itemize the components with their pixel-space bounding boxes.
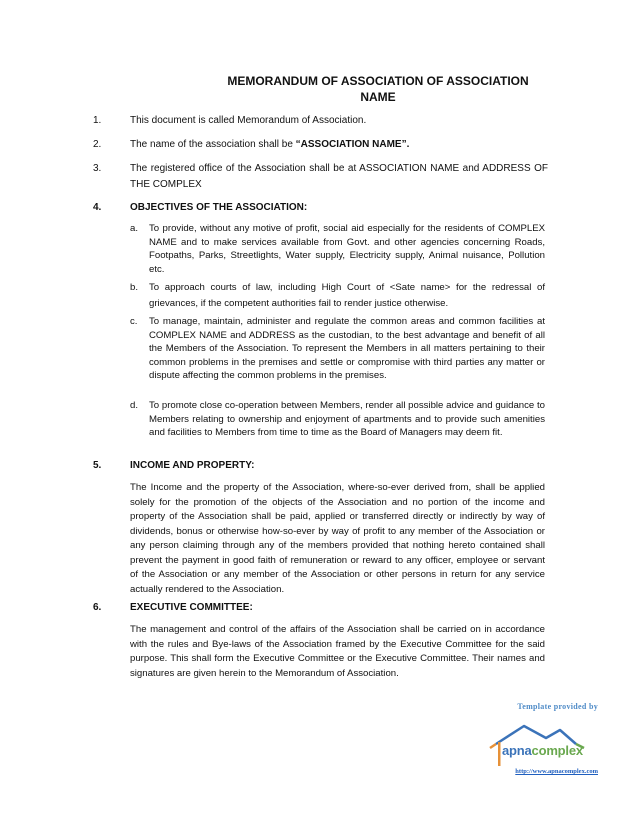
committee-paragraph: The management and control of the affairs of the Association shall be carried on in accordance with the rules and Bye-laws of the Association framed by the Executive Committee for the said purpose. This shall form the Executive Committee or the Executive Committee. Their names and signatures are given herein to the Memorandum of Association. [130,624,545,679]
objective-text: To approach courts of law, including High Court of <Sate name> for the redressal of grievances, if the competent authorities fail to render justice otherwise. [149,282,545,309]
section-number: 1. [93,115,102,126]
section-number: 3. [93,163,102,174]
apnacomplex-url-link[interactable]: http://www.apnacomplex.com [515,768,598,775]
title-line-1: MEMORANDUM OF ASSOCIATION OF ASSOCIATION [227,74,529,88]
section-heading: INCOME AND PROPERTY: [130,460,255,471]
section-text-plain: The name of the association shall be [130,139,296,150]
document-title [200,73,556,105]
objective-letter: a. [130,223,139,234]
income-paragraph: The Income and the property of the Association, where-so-ever derived from, shall be applied solely for the promotion of the objects of the Association and no portion of the income and property of the Association shall be paid, applied or transferred directly or indirectly by way of dividends, bonus or otherwise how-so-ever by way of profit to any member of the Association or any person claiming through any of the members provided that nothing hereto contained shall prevent the payment in good faith of remuneration or reward to any officer, employee or servant of the Association or any member of the Association or other persons in return for any service actually rendered to the Association. [130,482,545,595]
section-heading: EXECUTIVE COMMITTEE: [130,602,253,613]
apnacomplex-logo-text [502,743,583,758]
section-text: This document is called Memorandum of Association. [130,115,367,126]
objective-text: To manage, maintain, administer and regulate the common areas and common facilities at COMPLEX NAME and ADDRESS as the custodian, to the best advantage and benefit of all the Members of the Association. To represent the Members in all matters pertaining to their common problems in the premises and settle or compromise with third parties any matter or dispute affecting the common problems in the premises. [149,316,545,381]
association-name-emphasis: “ASSOCIATION NAME”. [295,139,410,150]
section-number: 2. [93,139,102,150]
logo-complex: complex [531,743,583,758]
objective-text: To promote close co-operation between Members, render all possible advice and guidance to Members relating to ownership and enjoyment of apartments and to provide such amenities and facilities to Members from time to time as the Board of Managers may deem fit. [149,400,545,438]
objective-letter: b. [130,282,139,293]
objective-letter: d. [130,400,139,411]
section-text: The registered office of the Association shall be at ASSOCIATION NAME and ADDRESS OF THE COMPLEX [130,163,548,190]
title-line-2: NAME [360,90,396,104]
template-provided-label: Template provided by [517,702,598,711]
section-heading: OBJECTIVES OF THE ASSOCIATION: [130,202,308,213]
objective-text: To provide, without any motive of profit, social aid especially for the residents of COMPLEX NAME and to make services available from Govt. and other agencies concerning Roads, Footpaths, Parks, Streetlights, Water supply, Electricity supply, Animal nuisance, Pollution etc. [149,223,545,275]
footer-branding [480,700,598,780]
section-number: 5. [93,460,102,471]
section-number: 4. [93,202,102,213]
section-number: 6. [93,602,102,613]
logo-apna: apna [502,743,532,758]
section-text [130,137,548,153]
objective-letter: c. [130,316,138,327]
